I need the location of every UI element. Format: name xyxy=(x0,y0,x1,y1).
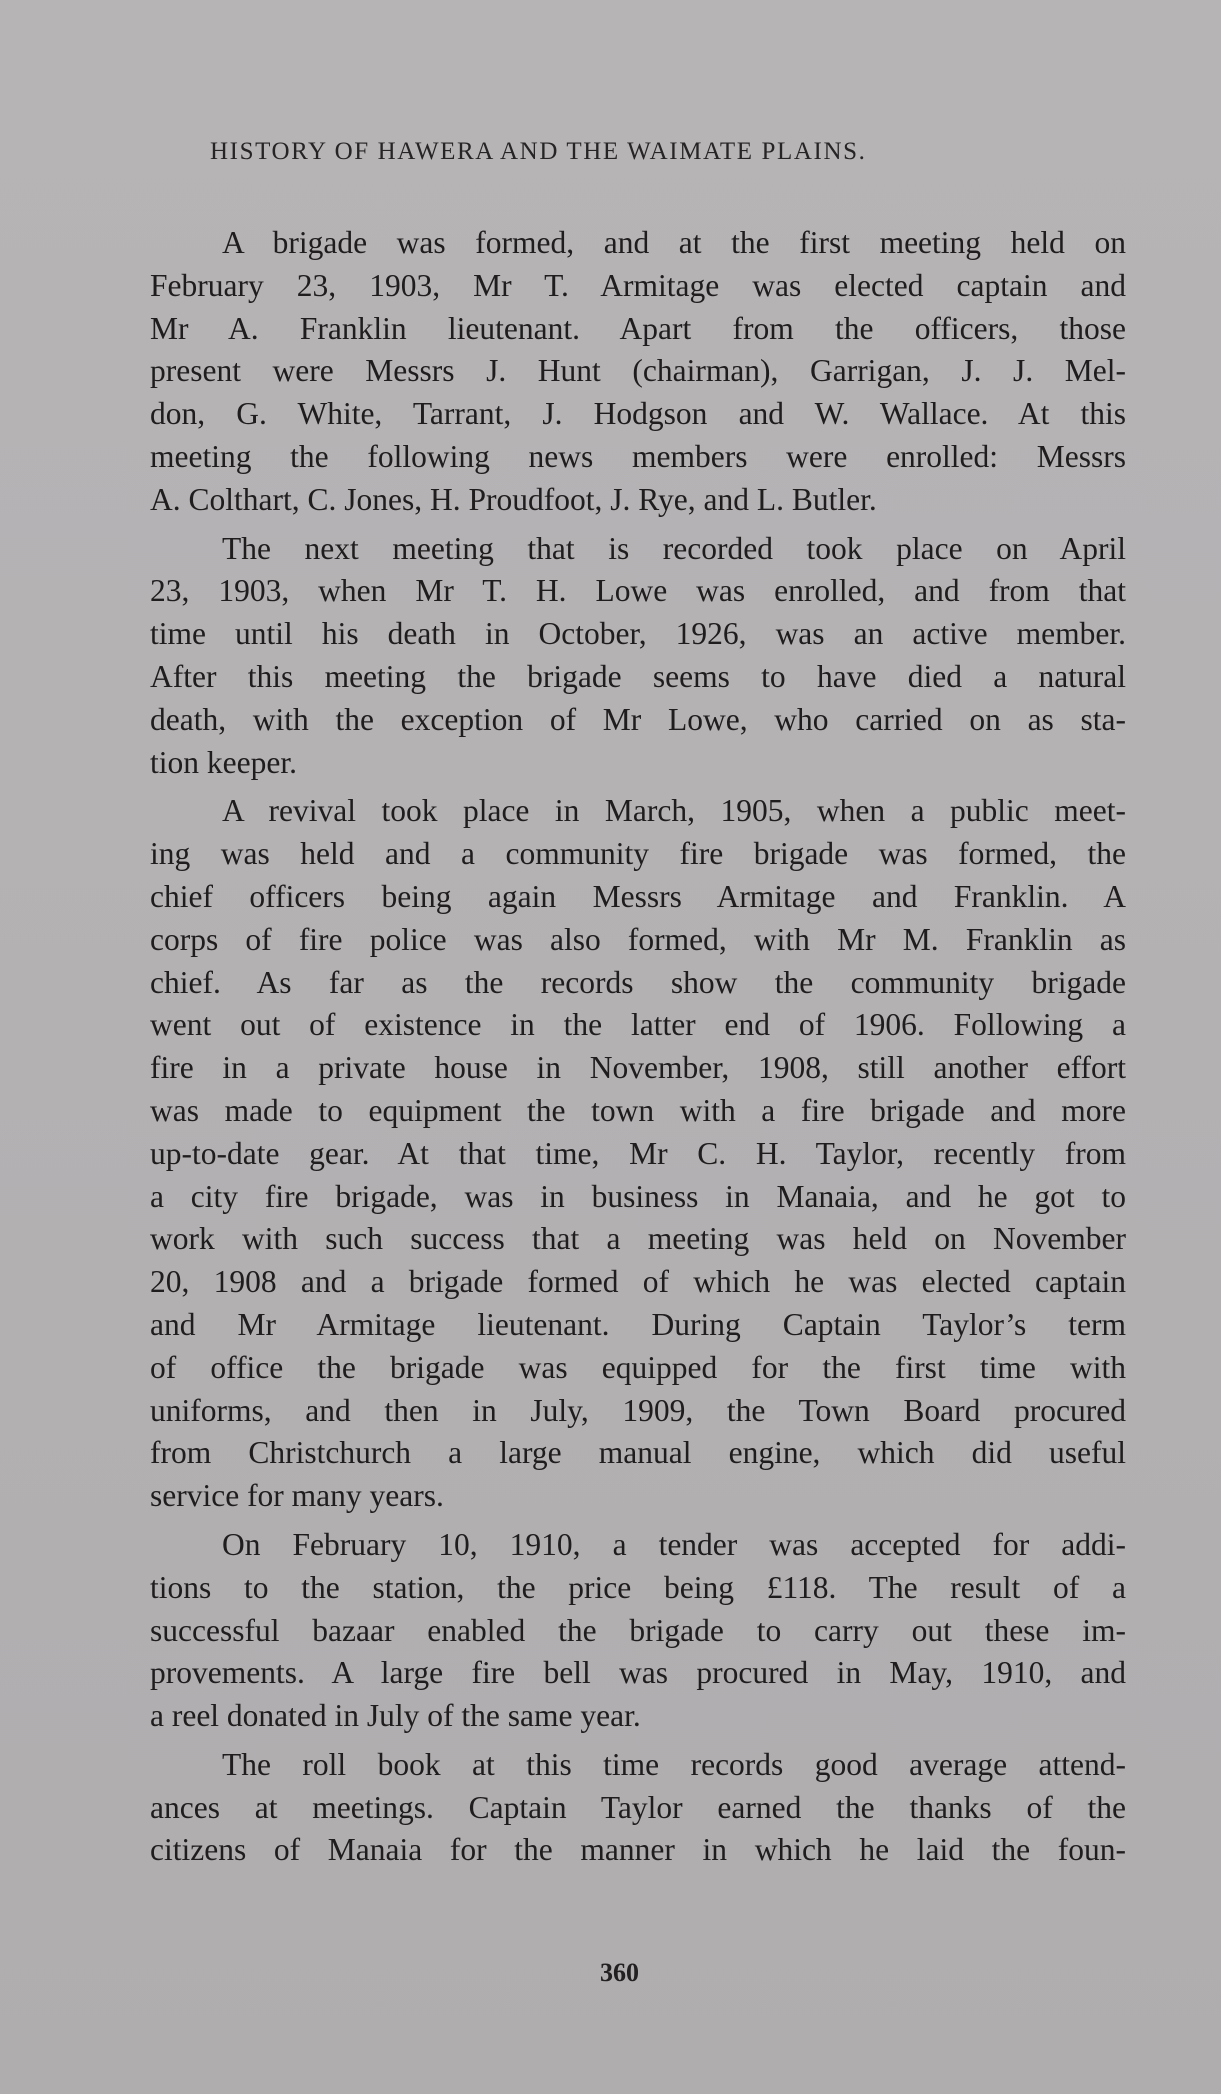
text-line: corps of fire police was also formed, with Mr M. Franklin as xyxy=(150,921,1126,957)
text-line: successful bazaar enabled the brigade to carry out these im- xyxy=(150,1612,1126,1648)
text-line: citizens of Manaia for the manner in which he laid the foun- xyxy=(150,1832,1126,1868)
text-line: A. Colthart, C. Jones, H. Proudfoot, J. Rye, and L. Butler. xyxy=(150,481,877,517)
text-line: February 23, 1903, Mr T. Armitage was elected captain and xyxy=(150,267,1126,303)
paragraph xyxy=(150,1524,1126,1738)
text-line: don, G. White, Tarrant, J. Hodgson and W. Wallace. At this xyxy=(150,396,1126,432)
text-line: meeting the following news members were enrolled: Messrs xyxy=(150,438,1126,474)
paragraph xyxy=(150,222,1126,522)
text-line: The roll book at this time records good average attend- xyxy=(222,1746,1126,1782)
text-line: On February 10, 1910, a tender was accepted for addi- xyxy=(222,1526,1126,1562)
text-line: 20, 1908 and a brigade formed of which he was elected captain xyxy=(150,1264,1126,1300)
text-line: service for many years. xyxy=(150,1478,444,1514)
text-line: tions to the station, the price being £118. The result of a xyxy=(150,1569,1126,1605)
text-line: a city fire brigade, was in business in Manaia, and he got to xyxy=(150,1178,1126,1214)
body-text xyxy=(150,222,1126,1878)
text-line: tion keeper. xyxy=(150,744,297,780)
text-line: and Mr Armitage lieutenant. During Captain Taylor’s term xyxy=(150,1306,1126,1342)
text-line: present were Messrs J. Hunt (chairman), Garrigan, J. J. Mel- xyxy=(150,353,1126,389)
text-line: ing was held and a community fire brigade was formed, the xyxy=(150,836,1126,872)
text-line: chief officers being again Messrs Armitage and Franklin. A xyxy=(150,878,1126,914)
paragraph xyxy=(150,1744,1126,1872)
text-line: was made to equipment the town with a fire brigade and more xyxy=(150,1092,1126,1128)
text-line: ances at meetings. Captain Taylor earned the thanks of the xyxy=(150,1789,1126,1825)
running-header: HISTORY OF HAWERA AND THE WAIMATE PLAINS. xyxy=(210,138,867,165)
text-line: A revival took place in March, 1905, when a public meet- xyxy=(222,793,1126,829)
text-line: of office the brigade was equipped for the first time with xyxy=(150,1349,1126,1385)
text-line: 23, 1903, when Mr T. H. Lowe was enrolled, and from that xyxy=(150,573,1126,609)
text-line: Mr A. Franklin lieutenant. Apart from the officers, those xyxy=(150,310,1126,346)
text-line: A brigade was formed, and at the first meeting held on xyxy=(222,225,1126,260)
text-line: a reel donated in July of the same year. xyxy=(150,1698,641,1734)
page-number: 360 xyxy=(600,1958,639,1987)
text-line: from Christchurch a large manual engine, which did useful xyxy=(150,1435,1126,1471)
paragraph xyxy=(150,790,1126,1518)
text-line: fire in a private house in November, 1908, still another effort xyxy=(150,1050,1126,1086)
text-line: went out of existence in the latter end of 1906. Following a xyxy=(150,1007,1126,1043)
text-line: up-to-date gear. At that time, Mr C. H. Taylor, recently from xyxy=(150,1135,1126,1171)
text-line: After this meeting the brigade seems to have died a natural xyxy=(150,658,1126,694)
paragraph xyxy=(150,528,1126,785)
text-line: time until his death in October, 1926, was an active member. xyxy=(150,616,1126,652)
text-line: provements. A large fire bell was procured in May, 1910, and xyxy=(150,1655,1126,1691)
text-line: death, with the exception of Mr Lowe, who carried on as sta- xyxy=(150,701,1126,737)
text-line: The next meeting that is recorded took place on April xyxy=(222,530,1126,566)
text-line: work with such success that a meeting was held on November xyxy=(150,1221,1126,1257)
text-line: uniforms, and then in July, 1909, the Town Board procured xyxy=(150,1392,1126,1428)
text-line: chief. As far as the records show the community brigade xyxy=(150,964,1126,1000)
